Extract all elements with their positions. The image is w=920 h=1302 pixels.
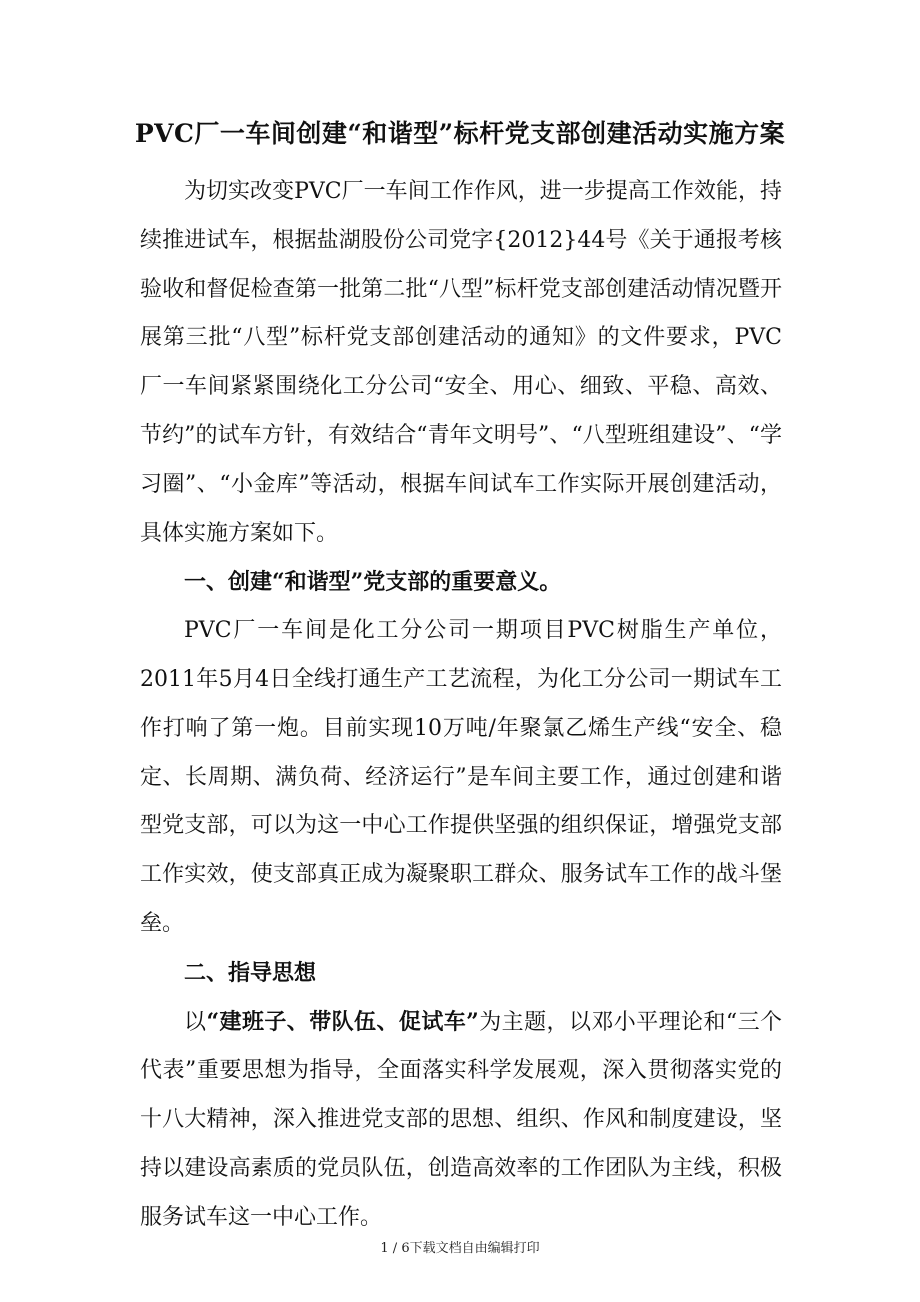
section-heading-significance: 一、创建“和谐型”党支部的重要意义。 <box>184 569 562 596</box>
document-body <box>140 168 782 1243</box>
page-footer: 1 / 6下载文档自由编辑打印 <box>380 1241 540 1256</box>
document-title: PVC厂一车间创建“和谐型”标杆党支部创建活动实施方案 <box>134 119 786 148</box>
background-paragraph: PVC厂一车间是化工分公司一期项目PVC树脂生产单位，2011年5月4日全线打通生产工艺流程，为化工分公司一期试车工作打响了第一炮。目前实现10万吨/年聚氯乙烯生产线“安全、稳定、长周期、满负荷、经济运行”是车间主要工作，通过创建和谐型党支部，可以为这一中心工作提供坚强的组织保证，增强党支部工作实效，使支部真正成为凝聚职工群众、服务试车工作的战斗堡垒。 <box>140 618 782 936</box>
intro-paragraph: 为切实改变PVC厂一车间工作作风，进一步提高工作效能，持续推进试车，根据盐湖股份公司党字{2012}44号《关于通报考核验收和督促检查第一批第二批“八型”标杆党支部创建活动情况暨开展第三批“八型”标杆党支部创建活动的通知》的文件要求，PVC厂一车间紧紧围绕化工分公司“安全、用心、细致、平稳、高效、节约”的试车方针，有效结合“青年文明号”、“八型班组建设”、“学习圈”、“小金库”等活动，根据车间试车工作实际开展创建活动，具体实施方案如下。 <box>140 179 782 546</box>
guiding-ideology-paragraph <box>140 998 782 1243</box>
guiding-bold-theme: “建班子、带队伍、促试车” <box>206 1008 479 1035</box>
guiding-rest-text: 为主题，以邓小平理论和“三个代表”重要思想为指导，全面落实科学发展观，深入贯彻落实党的十八大精神，深入推进党支部的思想、组织、作风和制度建设，坚持以建设高素质的党员队伍，创造高效率的工作团队为主线，积极服务试车这一中心工作。 <box>140 1009 782 1230</box>
section-heading-guiding-ideology: 二、指导思想 <box>184 959 317 986</box>
guiding-lead-text: 以 <box>184 1009 207 1035</box>
